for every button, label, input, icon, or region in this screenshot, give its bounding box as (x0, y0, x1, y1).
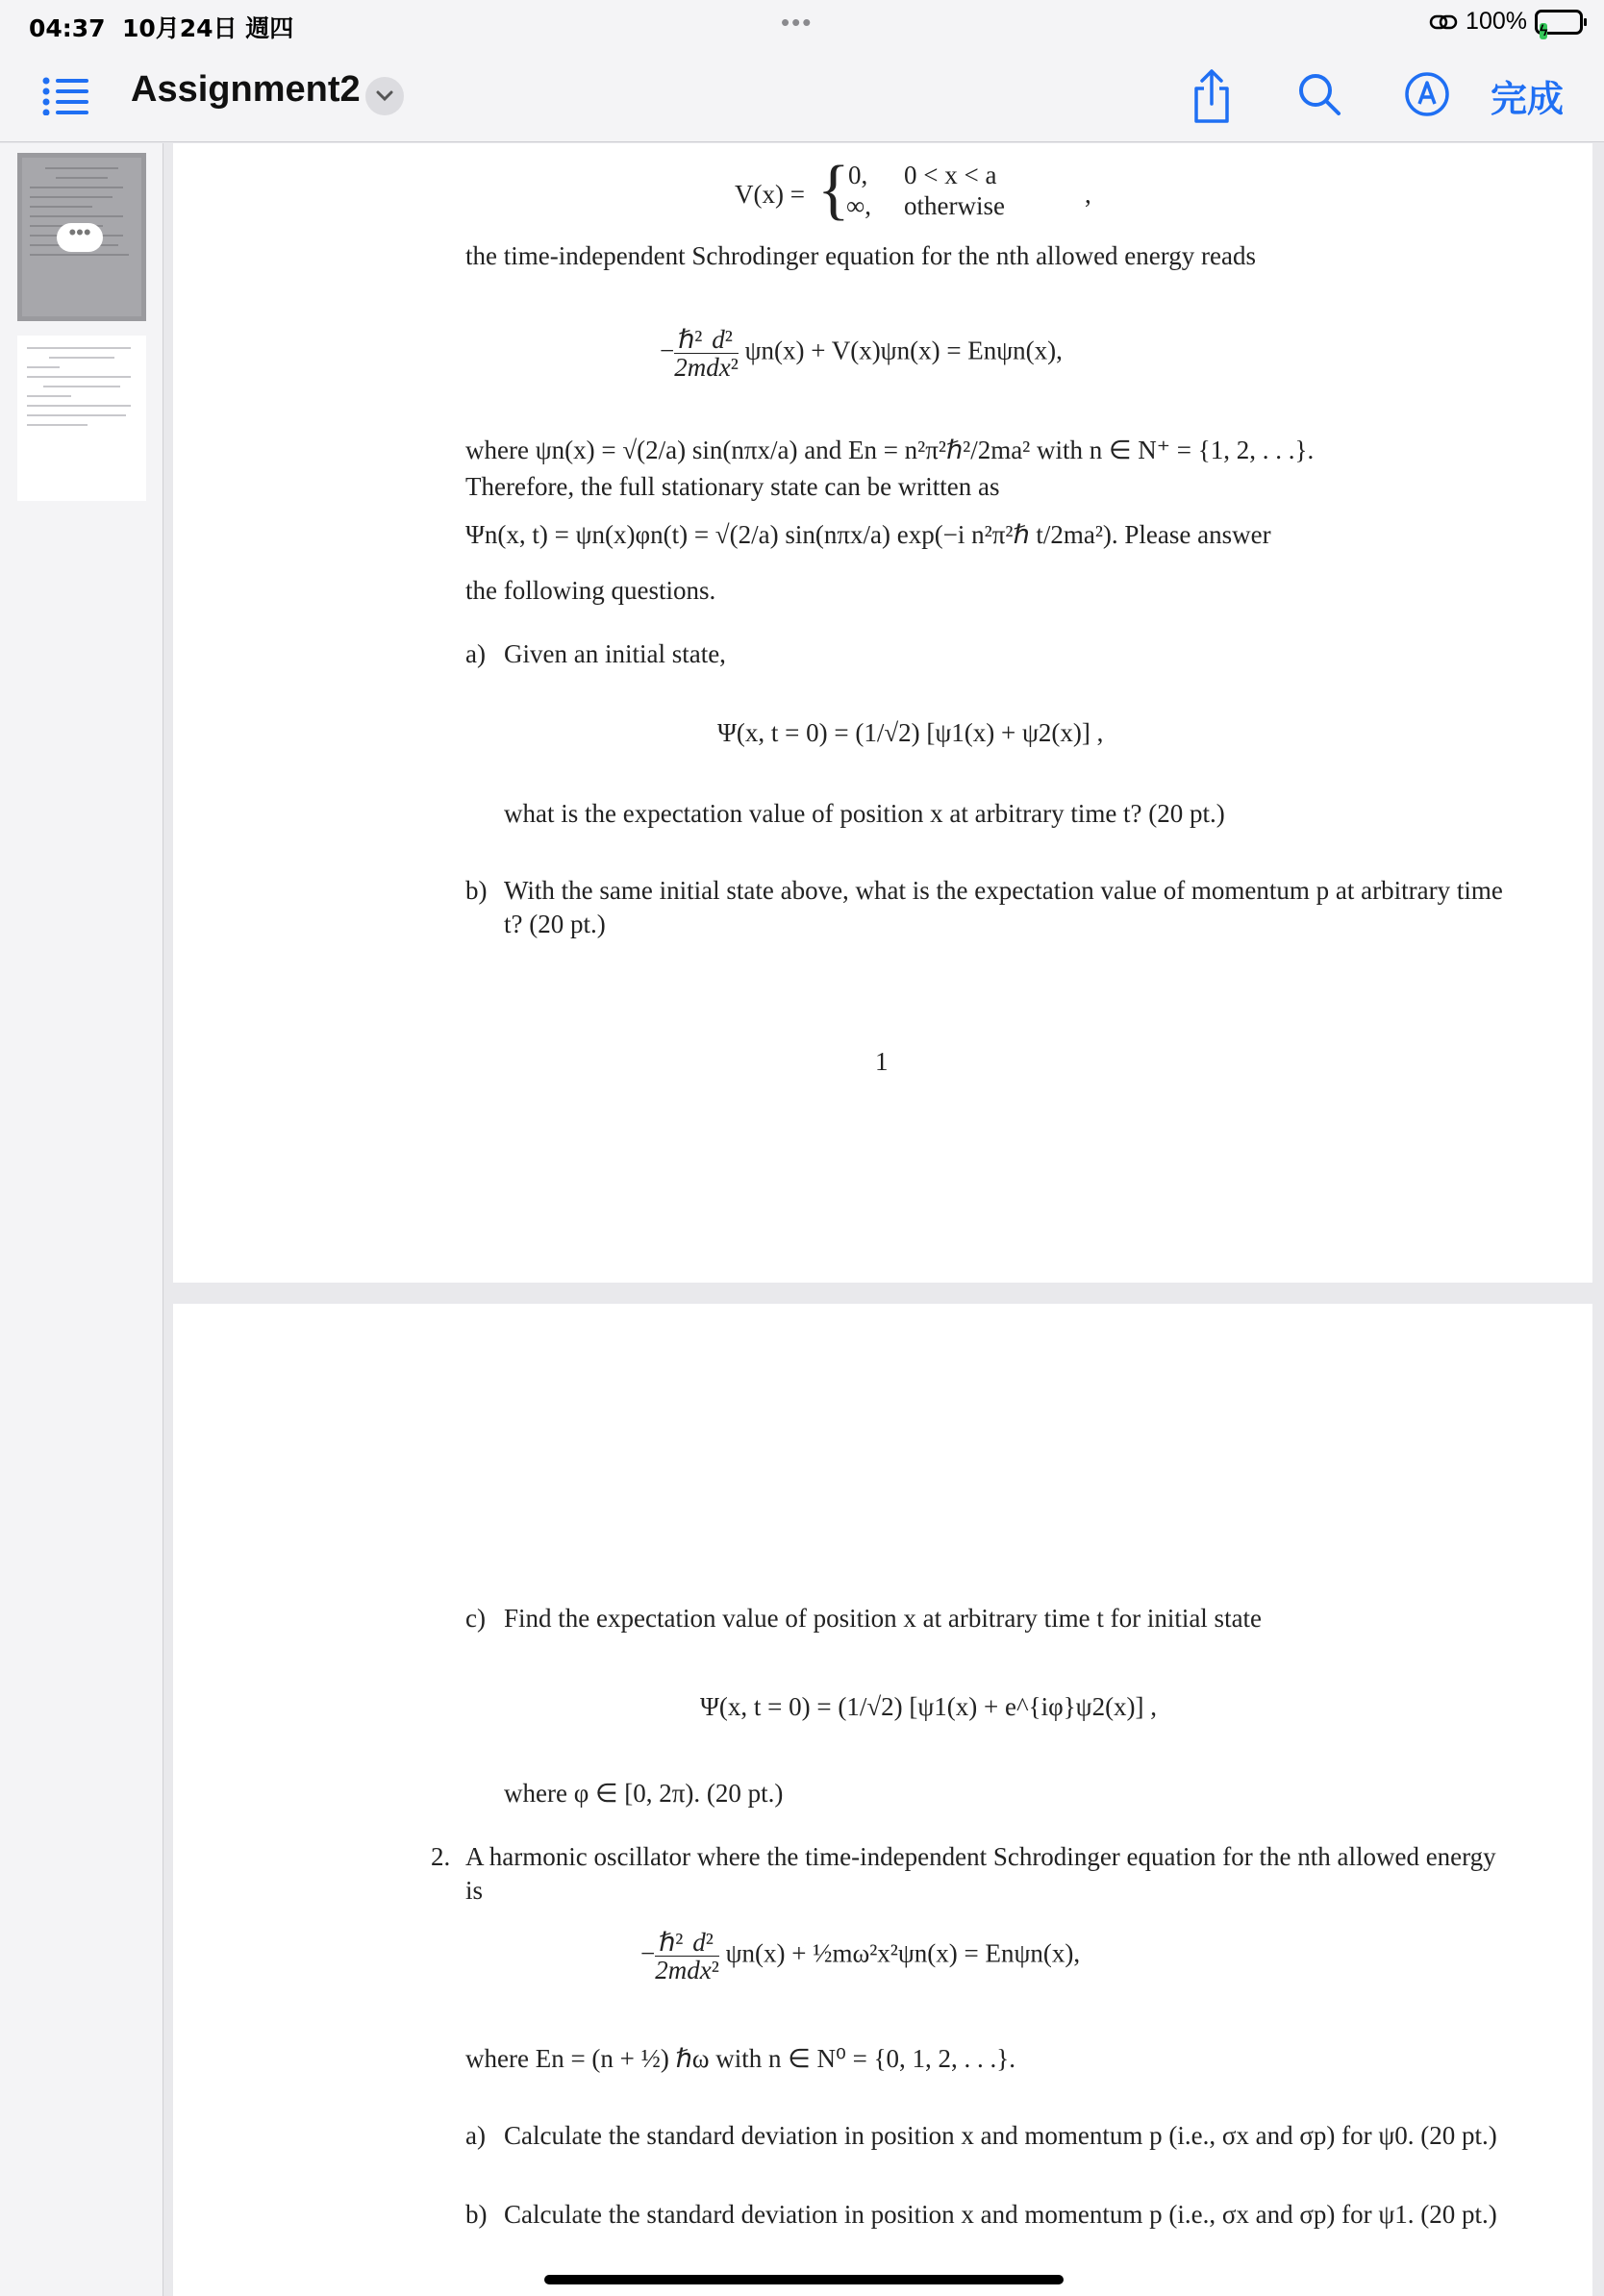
more-options-icon[interactable]: ••• (57, 223, 103, 252)
page-number: 1 (875, 1047, 889, 1076)
schrodinger-equation: − $\frac{\text{ℏ²}}{2m}$ $\frac{\text{d²}}{\text{dx²}}$ ψn(x) + V(x)ψn(x) = Enψn(x), (660, 325, 1063, 382)
list-icon[interactable] (42, 77, 90, 115)
oscillator-equation: − $\frac{\text{ℏ²}}{2m}$ $\frac{\text{d²}}{\text{dx²}}$ ψn(x) + ½mω²x²ψn(x) = Enψn(x), (640, 1928, 1081, 1984)
wavefunction-definition: where ψn(x) = √(2/a) sin(nπx/a) and En = n²π²ℏ²/2ma² with n ∈ N⁺ = {1, 2, . . .}. (465, 436, 1315, 464)
toolbar (0, 48, 1604, 142)
question-c-label: c) (465, 1604, 486, 1633)
document-title[interactable]: Assignment2 (131, 69, 361, 110)
question-2b-label: b) (465, 2200, 488, 2229)
battery-percent: 100% (1466, 8, 1527, 35)
question-c-where: where φ ∈ [0, 2π). (20 pt.) (504, 1779, 784, 1808)
question-a-label: a) (465, 639, 486, 668)
link-icon (1429, 12, 1458, 32)
document-page-1: V(x) = { 0, 0 < x < a ∞, otherwise , the time-independent Schrodinger equation for the nth allowed energy reads − $\frac{\text{ℏ²}}{2m}$ $\frac{\text{d²}}{\text{dx²}}$ ψn(x) + V(x)ψn(x) = Enψn(x), where ψn(x) = √(2/a) sin(nπx/a) and En = n²π²ℏ²/2ma² with n ∈ N⁺ = {1, 2, . . .}. Therefore, the full stationary state can be written as Ψn(x, t) = ψn(x)φn(t) = √(2/a) sin(nπx/a) exp(−i n²π²ℏ t/2ma²). Please answer the following questions. a) Given an initial state, Ψ(x, t = 0) = (1/√2) [ψ1(x) + ψ2(x)] , what is the expectation value of position x at arbitrary time t? (20 pt.) b) With the same initial state above, what is the expectation value of momentum p at arbitrary time t? (20 pt.) 1 (173, 143, 1592, 1283)
therefore-text: Therefore, the full stationary state can be written as (465, 472, 1000, 501)
page-thumbnails-sidebar (0, 143, 163, 2296)
share-icon[interactable] (1190, 67, 1233, 125)
status-time: 04:37 10月24日 週四 (29, 14, 294, 42)
question-2a-label: a) (465, 2121, 486, 2150)
question-b-text: With the same initial state above, what is the expectation value of momentum p at arbitrary time t? (20 pt.) (504, 876, 1503, 938)
home-indicator[interactable] (544, 2275, 1064, 2284)
question-2-label: 2. (431, 1842, 451, 1871)
question-c-equation: Ψ(x, t = 0) = (1/√2) [ψ1(x) + e^{iφ}ψ2(x)] , (700, 1692, 1158, 1721)
intro-paragraph: the time-independent Schrodinger equation for the nth allowed energy reads (465, 241, 1256, 270)
question-2-text: A harmonic oscillator where the time-independent Schrodinger equation for the nth allowed energy is (465, 1842, 1496, 1905)
question-a-equation: Ψ(x, t = 0) = (1/√2) [ψ1(x) + ψ2(x)] , (717, 718, 1104, 747)
document-page-2 (173, 1304, 1592, 2296)
question-c-text: Find the expectation value of position x at arbitrary time t for initial state (504, 1604, 1263, 1633)
following-text: the following questions. (465, 576, 716, 605)
full-state-definition: Ψn(x, t) = ψn(x)φn(t) = √(2/a) sin(nπx/a) exp(−i n²π²ℏ t/2ma²). Please answer (465, 520, 1271, 549)
question-b-label: b) (465, 876, 488, 905)
chevron-down-icon[interactable] (365, 77, 404, 115)
multitasking-dots-icon[interactable]: ••• (781, 8, 814, 37)
question-a-intro: Given an initial state, (504, 639, 726, 668)
page-thumbnail-2[interactable] (17, 336, 146, 501)
status-bar (0, 0, 1604, 48)
question-2a-text: Calculate the standard deviation in position x and momentum p (i.e., σx and σp) for ψ0. (20 pt.) (504, 2121, 1497, 2150)
search-icon[interactable] (1296, 71, 1342, 117)
oscillator-energy: where En = (n + ½) ℏω with n ∈ N⁰ = {0, 1, 2, . . .}. (465, 2044, 1016, 2073)
done-button[interactable]: 完成 (1491, 78, 1565, 120)
status-right (1429, 8, 1583, 39)
question-2b-text: Calculate the standard deviation in position x and momentum p (i.e., σx and σp) for ψ1. (20 pt.) (504, 2200, 1497, 2229)
markup-pen-icon[interactable] (1404, 71, 1450, 117)
question-a-text: what is the expectation value of position x at arbitrary time t? (20 pt.) (504, 799, 1225, 828)
page-thumbnail-1[interactable] (17, 153, 146, 321)
battery-icon: ϟ (1535, 10, 1583, 35)
